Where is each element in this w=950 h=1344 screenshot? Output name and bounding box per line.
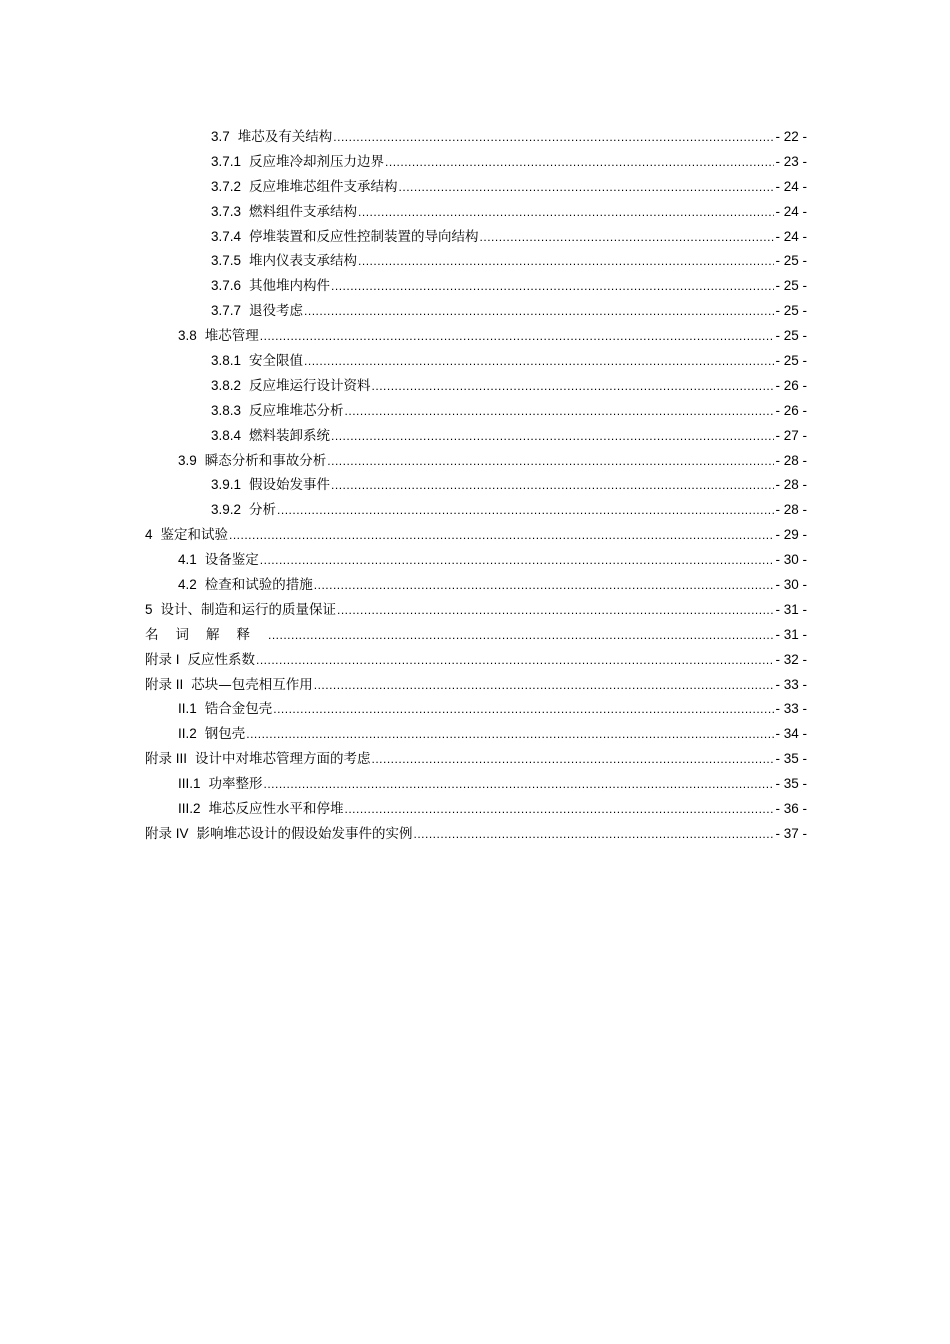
toc-entry-page: - 25 - [775,353,807,369]
toc-entry-page: - 25 - [775,328,807,344]
toc-entry-title: 分析 [249,502,277,519]
toc-dot-leader [273,697,774,722]
toc-entry-page: - 25 - [775,253,807,269]
toc-dot-leader [333,125,774,150]
toc-entry-page: - 26 - [775,377,807,393]
toc-entry-page: - 35 - [775,776,807,792]
toc-entry-number: 3.8 [178,328,197,344]
toc-entry-number: 附录 III [145,751,188,767]
toc-entry[interactable] [145,722,807,747]
toc-entry-number: II.2 [178,726,197,742]
toc-entry-title: 安全限值 [249,353,304,370]
toc-dot-leader [358,200,774,225]
toc-entry-number: II.1 [178,701,197,717]
toc-entry[interactable] [145,150,807,175]
toc-entry[interactable] [145,374,807,399]
toc-dot-leader [414,822,775,847]
toc-entry-number: 5 [145,601,153,617]
toc-entry-page: - 28 - [775,452,807,468]
toc-entry[interactable] [145,573,807,598]
toc-entry-page: - 31 - [775,601,807,617]
toc-dot-leader [260,548,775,573]
toc-dot-leader [331,473,774,498]
toc-dot-leader [304,299,774,324]
toc-entry-number: 3.9 [178,452,197,468]
toc-entry[interactable] [145,274,807,299]
toc-entry-page: - 36 - [775,801,807,817]
toc-entry-number: 4 [145,527,153,543]
toc-entry[interactable] [145,399,807,424]
toc-entry[interactable] [145,747,807,772]
toc-entry-title: 反应堆堆芯组件支承结构 [249,178,398,195]
toc-dot-leader [260,324,775,349]
toc-entry[interactable] [145,822,807,847]
toc-entry[interactable] [145,225,807,250]
toc-entry-page: - 26 - [775,402,807,418]
toc-entry[interactable] [145,498,807,523]
toc-entry-number: 3.9.1 [211,477,242,493]
toc-entry-page: - 35 - [775,751,807,767]
toc-entry-page: - 32 - [775,651,807,667]
toc-dot-leader [345,797,775,822]
toc-entry-title: 堆芯管理 [204,328,259,345]
toc-entry-number: 3.7.5 [211,253,242,269]
toc-entry-page: - 24 - [775,178,807,194]
toc-entry[interactable] [145,623,807,648]
toc-entry[interactable] [145,772,807,797]
toc-entry[interactable] [145,175,807,200]
toc-dot-leader [399,175,775,200]
toc-entry[interactable] [145,299,807,324]
toc-entry-number: 3.7 [211,129,230,144]
toc-entry-title: 设备鉴定 [204,552,259,569]
toc-entry-page: - 23 - [775,153,807,169]
toc-entry-number: 3.7.4 [211,228,242,244]
toc-dot-leader [314,673,775,698]
toc-entry-title: 影响堆芯设计的假设始发事件的实例 [196,825,413,842]
toc-entry[interactable] [145,697,807,722]
toc-entry-number: 3.8.3 [211,402,242,418]
toc-entry[interactable] [145,249,807,274]
toc-entry[interactable] [145,673,807,698]
toc-entry-number: 3.7.6 [211,278,242,294]
toc-entry[interactable] [145,523,807,548]
toc-entry-number: 3.7.2 [211,178,242,194]
toc-dot-leader [304,349,774,374]
toc-entry-page: - 28 - [775,477,807,493]
toc-entry-page: - 22 - [775,129,807,144]
toc-entry-title: 芯块—包壳相互作用 [191,676,313,693]
toc-entry-page: - 30 - [775,552,807,568]
toc-dot-leader [385,150,774,175]
toc-dot-leader [256,648,774,673]
toc-entry-page: - 29 - [775,527,807,543]
toc-dot-leader [327,449,774,474]
toc-entry[interactable] [145,473,807,498]
toc-entry-number: III.2 [178,801,201,817]
toc-dot-leader [229,523,774,548]
toc-entry-title: 反应堆冷却剂压力边界 [249,153,385,170]
toc-entry-title: 检查和试验的措施 [204,577,313,594]
toc-dot-leader [337,598,774,623]
toc-entry[interactable] [145,200,807,225]
toc-entry-title: 名词解释 [145,626,267,643]
toc-entry[interactable] [145,349,807,374]
toc-entry-number: 3.7.7 [211,303,242,319]
toc-dot-leader [480,225,775,250]
toc-entry-title: 反应性系数 [187,651,256,668]
toc-entry-number: 附录 IV [145,825,189,841]
toc-entry-number: 3.7.1 [211,153,242,169]
toc-entry-page: - 27 - [775,427,807,443]
toc-entry-page: - 34 - [775,726,807,742]
toc-entry-number: 附录 I [145,651,180,667]
toc-entry[interactable] [145,598,807,623]
toc-entry-number: 3.7.3 [211,203,242,219]
toc-entry[interactable] [145,548,807,573]
toc-entry-number: 3.9.2 [211,502,242,518]
toc-entry-title: 功率整形 [208,776,263,793]
toc-dot-leader [372,374,775,399]
toc-entry-title: 瞬态分析和事故分析 [204,452,327,469]
toc-entry-number: 3.8.2 [211,377,242,393]
toc-dot-leader [372,747,775,772]
table-of-contents [145,125,807,847]
toc-dot-leader [331,424,774,449]
toc-entry-title: 燃料装卸系统 [249,427,331,444]
toc-entry-number: III.1 [178,776,201,792]
toc-entry[interactable] [145,424,807,449]
toc-entry[interactable] [145,797,807,822]
toc-dot-leader [277,498,774,523]
toc-entry-title: 假设始发事件 [249,477,331,494]
toc-entry[interactable] [145,324,807,349]
toc-entry-page: - 28 - [775,502,807,518]
toc-entry-title: 鉴定和试验 [160,527,229,544]
toc-entry-page: - 33 - [775,701,807,717]
toc-entry-page: - 33 - [775,676,807,692]
toc-dot-leader [358,249,774,274]
toc-entry-title: 钢包壳 [204,726,246,743]
toc-entry-title: 燃料组件支承结构 [249,203,358,220]
toc-entry-page: - 24 - [775,203,807,219]
toc-entry-title: 停堆装置和反应性控制装置的导向结构 [249,228,479,245]
toc-entry-title: 堆芯及有关结构 [237,129,333,145]
toc-dot-leader [268,623,774,648]
toc-entry-title: 其他堆内构件 [249,278,331,295]
toc-entry-page: - 24 - [775,228,807,244]
toc-entry-title: 退役考虑 [249,303,304,320]
toc-dot-leader [331,274,774,299]
toc-entry-title: 反应堆堆芯分析 [249,402,344,419]
toc-entry[interactable] [145,449,807,474]
toc-entry[interactable] [145,648,807,673]
toc-entry-title: 锆合金包壳 [204,701,273,718]
toc-entry-number: 4.1 [178,552,197,568]
toc-dot-leader [314,573,775,598]
toc-dot-leader [264,772,775,797]
toc-entry-page: - 37 - [775,825,807,841]
toc-entry-title: 反应堆运行设计资料 [249,377,371,394]
toc-entry-number: 3.8.1 [211,353,242,369]
toc-entry-title: 设计、制造和运行的质量保证 [160,601,337,618]
toc-entry-page: - 31 - [775,626,807,642]
toc-entry-title: 设计中对堆芯管理方面的考虑 [195,751,371,768]
toc-entry-number: 附录 II [145,676,184,692]
toc-entry[interactable] [145,125,807,150]
toc-entry-title: 堆内仪表支承结构 [249,253,358,270]
toc-entry-number: 3.8.4 [211,427,242,443]
toc-entry-page: - 25 - [775,278,807,294]
toc-entry-number: 4.2 [178,577,197,593]
toc-dot-leader [246,722,774,747]
toc-dot-leader [345,399,775,424]
toc-entry-page: - 25 - [775,303,807,319]
toc-entry-title: 堆芯反应性水平和停堆 [208,801,344,818]
toc-entry-page: - 30 - [775,577,807,593]
